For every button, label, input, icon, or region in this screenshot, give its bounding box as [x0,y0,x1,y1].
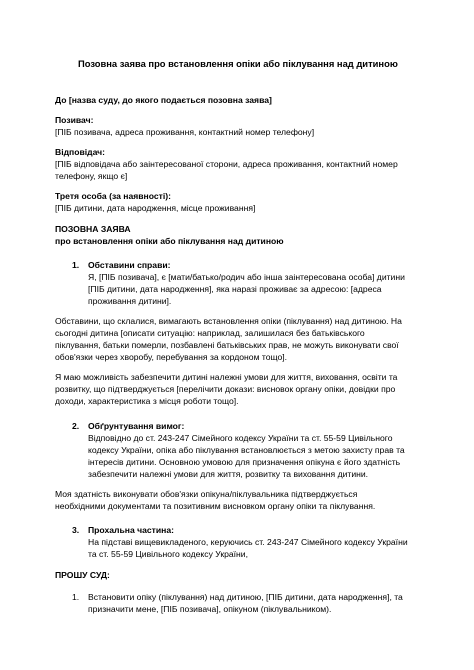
section-line: На підставі вищевикладеного, керуючись ст. 243-247 Сімейного кодексу України [88,537,408,547]
court-addressee: До [назва суду, до якого подається позовна заява] [55,95,272,105]
section-heading-justification: Обґрунтування вимог: [88,421,185,431]
section-line: Я, [ПІБ позивача], є [мати/батько/родич або інша заінтересована особа] дитини [88,272,405,282]
section-heading-request: Прохальна частина: [88,525,174,535]
defendant-heading: Відповідач: [55,147,106,157]
paragraph-line: доходи, характеристика з місця роботи тощо]. [55,396,239,406]
section-line: інтересів дитини. Основною умовою для призначення опікуна є його здатність [88,457,401,467]
paragraph-line: Обставини, що склалися, вимагають встановлення опіки (піклування) над дитиною. На [55,316,402,326]
paragraph-line: сьогодні дитина [описати ситуацію: наприклад, залишилася без батьківського [55,328,365,338]
request-item-number: 1. [72,592,80,602]
paragraph-line: піклування, батьки померли, позбавлені батьківських прав, не можуть виконувати свої [55,340,399,350]
section-heading-circumstances: Обставини справи: [88,260,171,270]
plaintiff-heading: Позивач: [55,115,94,125]
third-party-details: [ПІБ дитини, дата народження, місце проживання] [55,203,256,213]
section-line: забезпечити належні умови для життя, розвитку та виховання дитини. [88,469,369,479]
request-item-line: Встановити опіку (піклування) над дитиною, [ПІБ дитини, дата народження], та [88,592,403,602]
section-number: 2. [72,421,80,431]
section-line: Відповідно до ст. 243-247 Сімейного кодексу України та ст. 55-59 Цивільного [88,433,393,443]
paragraph-line: обов'язки через хворобу, перебування за кордоном тощо]. [55,352,288,362]
defendant-details-line: [ПІБ відповідача або заінтересованої сторони, адреса проживання, контактний номер [55,159,398,169]
section-number: 1. [72,260,80,270]
third-party-heading: Третя особа (за наявності): [55,191,171,201]
request-item-line: призначити мене, [ПІБ позивача], опікуном (піклувальником). [88,604,332,614]
paragraph-line: необхідними документами та позитивним висновком органу опіки та піклування. [55,501,376,511]
claim-subheading: про встановлення опіки або піклування над дитиною [55,236,284,246]
paragraph-line: Я маю можливість забезпечити дитині належні умови для життя, виховання, освіти та [55,372,398,382]
request-heading: ПРОШУ СУД: [55,570,110,580]
section-line: [ПІБ дитини, дата народження], яка наразі проживає за адресою: [адреса [88,284,382,294]
claim-heading: ПОЗОВНА ЗАЯВА [55,224,131,234]
defendant-details-line: телефону, якщо є] [55,171,128,181]
section-line: проживання дитини]. [88,296,172,306]
plaintiff-details: [ПІБ позивача, адреса проживання, контактний номер телефону] [55,127,315,137]
section-number: 3. [72,525,80,535]
paragraph-line: Моя здатність виконувати обов'язки опікуна/піклувальника підтверджується [55,489,358,499]
section-line: та ст. 55-59 Цивільного кодексу України, [88,549,248,559]
section-line: кодексу України, опіка або піклування встановлюється з метою захисту прав та [88,445,405,455]
paragraph-line: розвитку, що підтверджується [перелічити докази: висновок органу опіки, довідки про [55,384,396,394]
document-title: Позовна заява про встановлення опіки або піклування над дитиною [78,58,398,69]
